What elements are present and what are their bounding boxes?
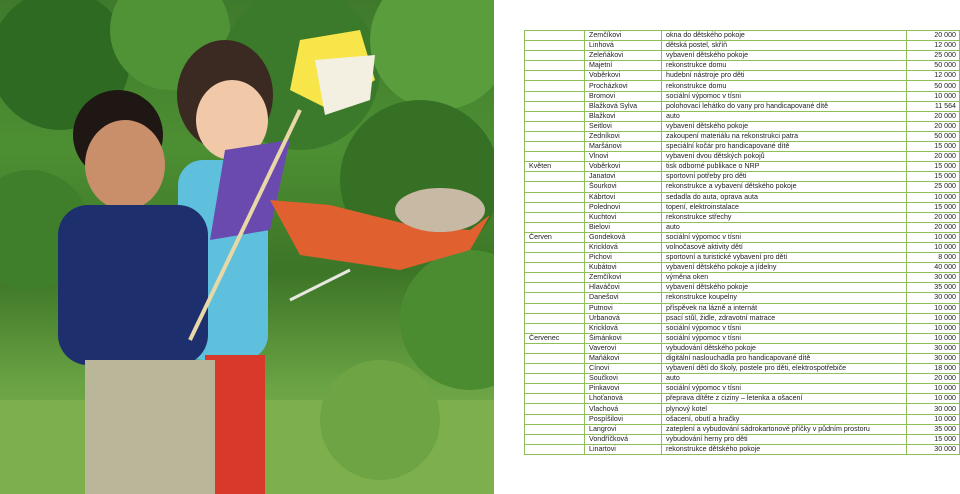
month-cell: [525, 101, 585, 111]
month-cell: [525, 182, 585, 192]
purpose-cell: sportovní a turistické vybavení pro děti: [662, 253, 907, 263]
purpose-cell: zateplení a vybudování sádrokartonové příčky v půdním prostoru: [662, 424, 907, 434]
purpose-cell: rekonstrukce dětského pokoje: [662, 444, 907, 454]
table-row: [525, 313, 960, 323]
amount-cell: 15 000: [907, 172, 960, 182]
purpose-cell: dětská postel, skříň: [662, 41, 907, 51]
purpose-cell: speciální kočár pro handicapované dítě: [662, 142, 907, 152]
amount-cell: 25 000: [907, 51, 960, 61]
table-row: [525, 101, 960, 111]
purpose-cell: volnočasové aktivity dětí: [662, 242, 907, 252]
donations-table-container: [524, 30, 959, 455]
purpose-cell: vybavení dětského pokoje: [662, 283, 907, 293]
table-row: [525, 273, 960, 283]
amount-cell: 30 000: [907, 444, 960, 454]
purpose-cell: přeprava dítěte z ciziny – letenka a ošacení: [662, 394, 907, 404]
purpose-cell: auto: [662, 111, 907, 121]
table-row: [525, 162, 960, 172]
amount-cell: 20 000: [907, 222, 960, 232]
name-cell: Šimánkovi: [585, 333, 662, 343]
month-cell: [525, 172, 585, 182]
name-cell: Langrovi: [585, 424, 662, 434]
amount-cell: 50 000: [907, 131, 960, 141]
name-cell: Součkovi: [585, 374, 662, 384]
purpose-cell: plynový kotel: [662, 404, 907, 414]
purpose-cell: sociální výpomoc v tísni: [662, 323, 907, 333]
table-row: [525, 384, 960, 394]
month-cell: [525, 374, 585, 384]
table-row: [525, 404, 960, 414]
purpose-cell: auto: [662, 374, 907, 384]
name-cell: Gondeková: [585, 232, 662, 242]
month-cell: [525, 222, 585, 232]
month-cell: [525, 71, 585, 81]
amount-cell: 30 000: [907, 343, 960, 353]
table-row: [525, 192, 960, 202]
table-row: [525, 414, 960, 424]
table-row: [525, 293, 960, 303]
name-cell: Kábrtovi: [585, 192, 662, 202]
table-row: [525, 61, 960, 71]
amount-cell: 20 000: [907, 212, 960, 222]
table-row: [525, 172, 960, 182]
amount-cell: 30 000: [907, 293, 960, 303]
purpose-cell: výměna oken: [662, 273, 907, 283]
table-row: [525, 182, 960, 192]
month-cell: [525, 444, 585, 454]
name-cell: Pichovi: [585, 253, 662, 263]
name-cell: Vondříčková: [585, 434, 662, 444]
amount-cell: 10 000: [907, 323, 960, 333]
purpose-cell: vybudování herny pro děti: [662, 434, 907, 444]
table-row: [525, 232, 960, 242]
table-row: [525, 131, 960, 141]
name-cell: Zemčíkovi: [585, 31, 662, 41]
amount-cell: 20 000: [907, 31, 960, 41]
month-cell: [525, 404, 585, 414]
purpose-cell: zakoupení materiálu na rekonstrukci patra: [662, 131, 907, 141]
name-cell: Zedníkovi: [585, 131, 662, 141]
name-cell: Kubátovi: [585, 263, 662, 273]
amount-cell: 10 000: [907, 192, 960, 202]
purpose-cell: vybavení dětského pokoje: [662, 121, 907, 131]
amount-cell: 10 000: [907, 91, 960, 101]
purpose-cell: ošacení, obutí a hračky: [662, 414, 907, 424]
amount-cell: 20 000: [907, 121, 960, 131]
month-cell: [525, 343, 585, 353]
month-cell: [525, 273, 585, 283]
month-cell: [525, 313, 585, 323]
table-row: [525, 394, 960, 404]
name-cell: Kricklová: [585, 323, 662, 333]
purpose-cell: psací stůl, židle, zdravotní matrace: [662, 313, 907, 323]
amount-cell: 35 000: [907, 283, 960, 293]
name-cell: Maršánovi: [585, 142, 662, 152]
month-cell: [525, 253, 585, 263]
month-cell: [525, 434, 585, 444]
name-cell: Vlachová: [585, 404, 662, 414]
table-row: [525, 222, 960, 232]
amount-cell: 10 000: [907, 232, 960, 242]
purpose-cell: rekonstrukce domu: [662, 81, 907, 91]
table-row: [525, 374, 960, 384]
table-row: [525, 444, 960, 454]
purpose-cell: vybavení dětského pokoje a jídelny: [662, 263, 907, 273]
amount-cell: 50 000: [907, 61, 960, 71]
table-row: [525, 242, 960, 252]
table-row: [525, 354, 960, 364]
amount-cell: 40 000: [907, 263, 960, 273]
month-cell: [525, 283, 585, 293]
purpose-cell: auto: [662, 222, 907, 232]
purpose-cell: vybavení dětského pokoje: [662, 51, 907, 61]
amount-cell: 30 000: [907, 273, 960, 283]
purpose-cell: okna do dětského pokoje: [662, 31, 907, 41]
name-cell: Voběrkovi: [585, 71, 662, 81]
table-row: [525, 333, 960, 343]
name-cell: Seitlovi: [585, 121, 662, 131]
purpose-cell: sportovní potřeby pro děti: [662, 172, 907, 182]
amount-cell: 15 000: [907, 434, 960, 444]
name-cell: Bromovi: [585, 91, 662, 101]
purpose-cell: polohovací lehátko do vany pro handicapované dítě: [662, 101, 907, 111]
table-row: [525, 202, 960, 212]
name-cell: Pinkavovi: [585, 384, 662, 394]
purpose-cell: hudební nástroje pro děti: [662, 71, 907, 81]
amount-cell: 12 000: [907, 41, 960, 51]
month-cell: [525, 131, 585, 141]
table-row: [525, 364, 960, 374]
name-cell: Danešovi: [585, 293, 662, 303]
name-cell: Putnovi: [585, 303, 662, 313]
name-cell: Procházkovi: [585, 81, 662, 91]
amount-cell: 15 000: [907, 162, 960, 172]
table-row: [525, 51, 960, 61]
amount-cell: 20 000: [907, 111, 960, 121]
table-row: [525, 323, 960, 333]
purpose-cell: tisk odborné publikace o NRP: [662, 162, 907, 172]
amount-cell: 30 000: [907, 354, 960, 364]
amount-cell: 10 000: [907, 333, 960, 343]
month-cell: [525, 414, 585, 424]
name-cell: Lhoťanová: [585, 394, 662, 404]
purpose-cell: příspěvek na lázně a internát: [662, 303, 907, 313]
amount-cell: 10 000: [907, 394, 960, 404]
table-row: [525, 152, 960, 162]
name-cell: Blažková Sylva: [585, 101, 662, 111]
month-cell: [525, 61, 585, 71]
month-cell: [525, 121, 585, 131]
purpose-cell: vybudování dětského pokoje: [662, 343, 907, 353]
name-cell: Bielovi: [585, 222, 662, 232]
month-cell: [525, 263, 585, 273]
donations-table: [524, 30, 960, 455]
name-cell: Vaverovi: [585, 343, 662, 353]
table-row: [525, 71, 960, 81]
purpose-cell: sociální výpomoc v tísni: [662, 232, 907, 242]
name-cell: Cínovi: [585, 364, 662, 374]
month-cell: [525, 364, 585, 374]
purpose-cell: sociální výpomoc v tísni: [662, 384, 907, 394]
amount-cell: 12 000: [907, 71, 960, 81]
amount-cell: 25 000: [907, 182, 960, 192]
purpose-cell: sedadla do auta, oprava auta: [662, 192, 907, 202]
amount-cell: 10 000: [907, 242, 960, 252]
name-cell: Blažkovi: [585, 111, 662, 121]
table-row: [525, 424, 960, 434]
month-cell: [525, 354, 585, 364]
month-cell: Květen: [525, 162, 585, 172]
name-cell: Zeleňákovi: [585, 51, 662, 61]
amount-cell: 20 000: [907, 374, 960, 384]
month-cell: [525, 293, 585, 303]
name-cell: Šourkovi: [585, 182, 662, 192]
purpose-cell: topení, elektroinstalace: [662, 202, 907, 212]
month-cell: [525, 31, 585, 41]
month-cell: [525, 41, 585, 51]
month-cell: [525, 51, 585, 61]
month-cell: [525, 242, 585, 252]
amount-cell: 10 000: [907, 303, 960, 313]
month-cell: [525, 323, 585, 333]
amount-cell: 50 000: [907, 81, 960, 91]
month-cell: [525, 111, 585, 121]
purpose-cell: rekonstrukce střechy: [662, 212, 907, 222]
name-cell: Majetní: [585, 61, 662, 71]
month-cell: [525, 394, 585, 404]
table-row: [525, 303, 960, 313]
amount-cell: 8 000: [907, 253, 960, 263]
table-row: [525, 142, 960, 152]
name-cell: Pospíšilovi: [585, 414, 662, 424]
purpose-cell: rekonstrukce a vybavení dětského pokoje: [662, 182, 907, 192]
month-cell: [525, 202, 585, 212]
name-cell: Urbanová: [585, 313, 662, 323]
purpose-cell: sociální výpomoc v tísni: [662, 91, 907, 101]
table-row: [525, 343, 960, 353]
amount-cell: 10 000: [907, 313, 960, 323]
month-cell: [525, 152, 585, 162]
purpose-cell: sociální výpomoc v tísni: [662, 333, 907, 343]
name-cell: Linartovi: [585, 444, 662, 454]
month-cell: [525, 424, 585, 434]
table-row: [525, 434, 960, 444]
purpose-cell: rekonstrukce domu: [662, 61, 907, 71]
table-row: [525, 212, 960, 222]
table-row: [525, 121, 960, 131]
table-row: [525, 111, 960, 121]
month-cell: [525, 384, 585, 394]
table-row: [525, 91, 960, 101]
purpose-cell: digitální naslouchadla pro handicapované dítě: [662, 354, 907, 364]
table-row: [525, 253, 960, 263]
purpose-cell: rekonstrukce koupelny: [662, 293, 907, 303]
amount-cell: 10 000: [907, 414, 960, 424]
purpose-cell: vybavení dětí do školy, postele pro děti, elektrospotřebiče: [662, 364, 907, 374]
name-cell: Maňákovi: [585, 354, 662, 364]
name-cell: Janatovi: [585, 172, 662, 182]
table-row: [525, 283, 960, 293]
month-cell: Červenec: [525, 333, 585, 343]
table-row: [525, 41, 960, 51]
amount-cell: 20 000: [907, 152, 960, 162]
month-cell: [525, 142, 585, 152]
table-row: [525, 31, 960, 41]
table-row: [525, 81, 960, 91]
name-cell: Kricklová: [585, 242, 662, 252]
month-cell: [525, 303, 585, 313]
month-cell: [525, 192, 585, 202]
amount-cell: 35 000: [907, 424, 960, 434]
amount-cell: 15 000: [907, 202, 960, 212]
amount-cell: 18 000: [907, 364, 960, 374]
table-row: [525, 263, 960, 273]
month-cell: [525, 91, 585, 101]
name-cell: Vlnovi: [585, 152, 662, 162]
amount-cell: 11 564: [907, 101, 960, 111]
month-cell: [525, 81, 585, 91]
name-cell: Linhová: [585, 41, 662, 51]
name-cell: Voběrkovi: [585, 162, 662, 172]
name-cell: Hlaváčovi: [585, 283, 662, 293]
month-cell: Červen: [525, 232, 585, 242]
purpose-cell: vybavení dvou dětských pokojů: [662, 152, 907, 162]
amount-cell: 30 000: [907, 404, 960, 414]
month-cell: [525, 212, 585, 222]
name-cell: Kuchtovi: [585, 212, 662, 222]
name-cell: Zemčíkovi: [585, 273, 662, 283]
amount-cell: 10 000: [907, 384, 960, 394]
name-cell: Polednovi: [585, 202, 662, 212]
amount-cell: 15 000: [907, 142, 960, 152]
